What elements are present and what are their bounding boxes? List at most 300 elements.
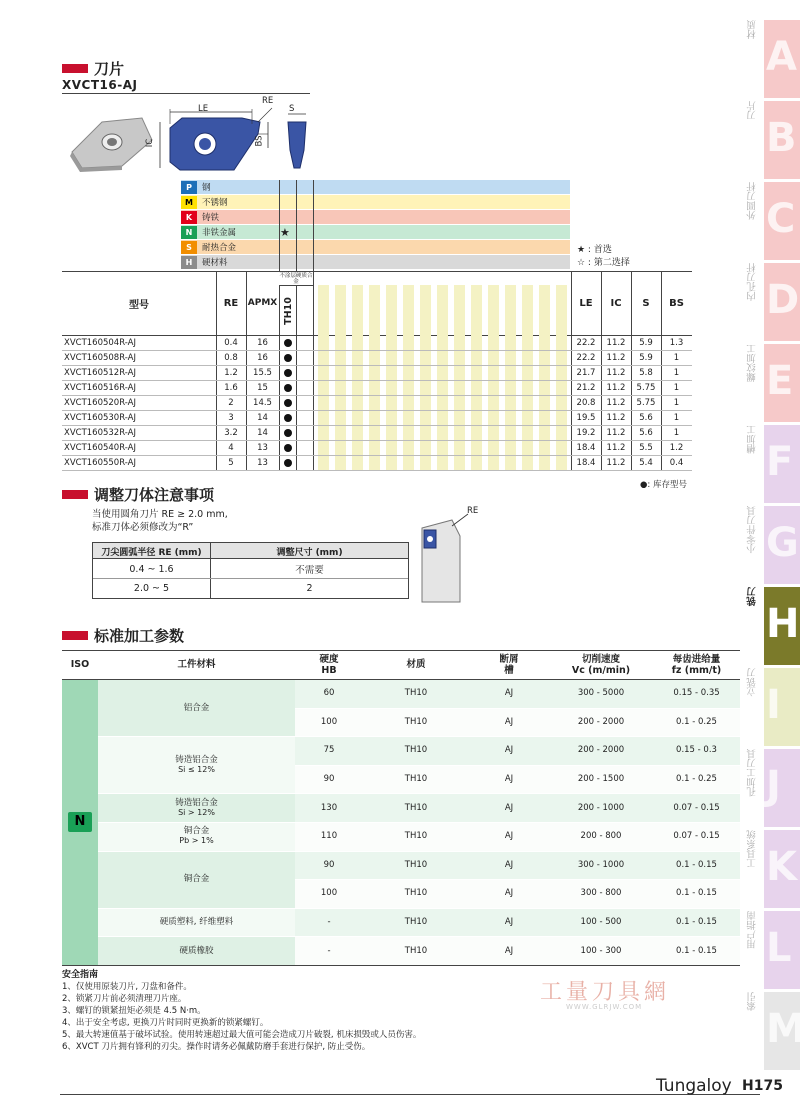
param-fz: 0.1 - 0.25 bbox=[676, 774, 717, 785]
param-fz: 0.15 - 0.3 bbox=[676, 745, 717, 756]
dim-re: RE bbox=[262, 96, 274, 106]
safety-item: 3、螺钉的锁紧扭矩必须是 4.5 N·m。 bbox=[62, 1006, 206, 1016]
section-title-params bbox=[62, 625, 184, 646]
cell-re: 1.6 bbox=[224, 382, 238, 393]
cell-bs: 1 bbox=[673, 397, 680, 408]
header-le: LE bbox=[579, 297, 593, 309]
param-cb: AJ bbox=[504, 917, 514, 928]
adjust-range-1: 0.4 ~ 1.6 bbox=[129, 563, 174, 575]
cell-s: 5.75 bbox=[636, 382, 656, 393]
material-code: S bbox=[181, 241, 197, 254]
stock-dot-cell bbox=[279, 440, 296, 455]
header-s: S bbox=[642, 297, 650, 309]
cell-model: XVCT160508R-AJ bbox=[64, 352, 136, 363]
side-tab-letter: C bbox=[766, 196, 796, 242]
material-row-m bbox=[181, 195, 570, 210]
param-fz: 0.15 - 0.35 bbox=[673, 688, 720, 699]
stock-dot-icon bbox=[284, 399, 292, 407]
empty-grade-column bbox=[403, 285, 414, 470]
side-tab-label: 刀片 bbox=[747, 101, 758, 120]
header-chipbreaker-line: 槽 bbox=[504, 664, 514, 676]
param-vc: 200 - 2000 bbox=[577, 716, 625, 727]
cell-apmx: 16 bbox=[257, 352, 268, 363]
empty-grade-column bbox=[437, 285, 448, 470]
cell-apmx: 15.5 bbox=[253, 367, 272, 378]
cell-model: XVCT160530R-AJ bbox=[64, 412, 136, 423]
material-group-condition: Pb > 1% bbox=[179, 836, 214, 846]
cell-model: XVCT160540R-AJ bbox=[64, 442, 136, 453]
footer-brand: Tungaloy bbox=[656, 1076, 732, 1096]
side-tab-label: 外圆刀杆 bbox=[747, 182, 758, 220]
header-material-line: 工件材料 bbox=[177, 659, 216, 670]
header-chipbreaker bbox=[469, 652, 549, 677]
cell-bs: 1 bbox=[673, 382, 680, 393]
material-group-condition: Si ≤ 12% bbox=[178, 764, 215, 774]
param-grade: TH10 bbox=[404, 745, 428, 756]
param-hb: - bbox=[327, 945, 331, 956]
side-tab-label: 铣刀 bbox=[747, 587, 758, 606]
adjust-table bbox=[92, 542, 409, 599]
material-code: H bbox=[181, 256, 197, 269]
header-hardness-line: HB bbox=[321, 664, 337, 676]
header-grade-line: 材质 bbox=[406, 659, 426, 670]
section-title-adjust bbox=[62, 484, 214, 505]
param-hb: 130 bbox=[320, 802, 338, 813]
safety-item: 5、最大转速值基于破坏试验。使用转速超过最大值可能会造成刀片破裂, 机床损毁或人员伤害。 bbox=[62, 1030, 422, 1040]
side-tab-i[interactable] bbox=[747, 668, 800, 746]
stock-dot-cell bbox=[279, 380, 296, 395]
adjust-header-size: 调整尺寸 (mm) bbox=[276, 547, 343, 558]
side-tab-label: 螺纹加工 bbox=[747, 344, 758, 382]
header-re: RE bbox=[223, 297, 239, 309]
stock-dot-icon bbox=[284, 384, 292, 392]
stock-dot-cell bbox=[279, 410, 296, 425]
param-hb: 100 bbox=[320, 888, 338, 899]
side-tab-letter: I bbox=[766, 682, 781, 728]
material-group-name: 铜合金 bbox=[183, 874, 210, 885]
side-tab-label: 立铣刀 bbox=[747, 668, 758, 697]
params-title: 标准加工参数 bbox=[94, 627, 185, 645]
side-tab-letter: L bbox=[766, 925, 792, 971]
cell-re: 5 bbox=[228, 457, 234, 468]
material-code: M bbox=[181, 196, 197, 209]
cell-ic: 11.2 bbox=[606, 412, 626, 423]
title-bar bbox=[62, 631, 88, 640]
cell-ic: 11.2 bbox=[606, 442, 626, 453]
side-tab-letter: G bbox=[766, 520, 799, 566]
param-grade: TH10 bbox=[404, 917, 428, 928]
side-tab-letter: A bbox=[766, 34, 797, 80]
cell-apmx: 15 bbox=[257, 382, 268, 393]
side-tab-label: 小零件刀具 bbox=[747, 506, 758, 554]
cell-re: 3.2 bbox=[224, 427, 238, 438]
side-tab-label: 工具系统 bbox=[747, 830, 758, 868]
param-vc: 300 - 800 bbox=[580, 888, 622, 899]
side-tab-letter: B bbox=[766, 115, 797, 161]
cell-le: 19.5 bbox=[576, 412, 596, 423]
cell-s: 5.6 bbox=[639, 427, 653, 438]
cell-bs: 1.3 bbox=[669, 337, 684, 348]
header-cutting-speed bbox=[549, 652, 653, 677]
cell-le: 18.4 bbox=[576, 442, 596, 453]
side-tab-label: 用户指南 bbox=[747, 911, 758, 949]
empty-grade-column bbox=[505, 285, 516, 470]
side-tab-c[interactable] bbox=[747, 182, 800, 260]
watermark-brand: 工量刀具網 bbox=[540, 980, 671, 1005]
material-row-h bbox=[181, 255, 570, 270]
material-code: N bbox=[181, 226, 197, 239]
legend-column-line bbox=[296, 180, 297, 271]
section-title-insert bbox=[62, 58, 124, 79]
cell-re: 4 bbox=[228, 442, 234, 453]
header-hardness-line: 硬度 bbox=[319, 653, 339, 665]
stock-dot-icon bbox=[284, 444, 292, 452]
adjust-range-2: 2.0 ~ 5 bbox=[133, 583, 170, 594]
insert-drawing bbox=[62, 100, 322, 180]
stock-dot-cell bbox=[279, 365, 296, 380]
cell-le: 21.7 bbox=[576, 367, 596, 378]
footer-rule bbox=[60, 1094, 760, 1095]
side-tab-f[interactable] bbox=[747, 425, 800, 503]
param-cb: AJ bbox=[504, 831, 514, 842]
side-tab-label: 索引 bbox=[747, 992, 758, 1011]
param-grade: TH10 bbox=[404, 802, 428, 813]
iso-n-badge: N bbox=[68, 812, 92, 832]
param-vc: 300 - 5000 bbox=[577, 688, 625, 699]
param-hb: 90 bbox=[323, 859, 335, 870]
material-group-name: 铸造铝合金 bbox=[175, 797, 218, 808]
params-bottom-line bbox=[62, 965, 740, 966]
param-vc: 200 - 1000 bbox=[577, 802, 625, 813]
material-code: K bbox=[181, 211, 197, 224]
header-ic: IC bbox=[610, 297, 622, 309]
header-apmx: APMX bbox=[247, 298, 278, 308]
param-hb: - bbox=[327, 917, 331, 928]
material-name: 耐热合金 bbox=[202, 243, 237, 253]
side-tab-k[interactable] bbox=[747, 830, 800, 908]
params-top-line bbox=[62, 650, 740, 651]
stock-dot-icon bbox=[284, 459, 292, 467]
safety-item: 6、XVCT 刀片拥有锋利的刃尖。操作时请务必佩戴防磨手套进行保护, 防止受伤。 bbox=[62, 1042, 371, 1052]
param-cb: AJ bbox=[504, 745, 514, 756]
safety-item: 4、出于安全考虑, 更换刀片时同时更换新的锁紧螺钉。 bbox=[62, 1018, 269, 1028]
material-group bbox=[98, 908, 295, 937]
param-vc: 100 - 300 bbox=[580, 945, 622, 956]
header-material bbox=[98, 652, 295, 677]
material-code: P bbox=[181, 181, 197, 194]
empty-grade-column bbox=[556, 285, 567, 470]
param-vc: 200 - 1500 bbox=[577, 774, 625, 785]
material-name: 非铁金属 bbox=[202, 228, 237, 238]
param-hb: 75 bbox=[323, 745, 335, 756]
side-tab-letter: M bbox=[766, 1006, 806, 1052]
stock-dot-icon bbox=[284, 339, 292, 347]
side-tab-letter: K bbox=[766, 844, 797, 890]
cell-re: 0.4 bbox=[224, 337, 238, 348]
header-feed-line: fz (mm/t) bbox=[671, 664, 722, 676]
param-hb: 100 bbox=[320, 716, 338, 727]
material-group bbox=[98, 736, 295, 793]
cell-re: 2 bbox=[228, 397, 234, 408]
param-grade: TH10 bbox=[404, 859, 428, 870]
empty-grade-column bbox=[454, 285, 465, 470]
stock-dot-icon bbox=[284, 414, 292, 422]
header-coating-type: 不涂层硬质合金 bbox=[279, 273, 313, 285]
side-tab-label: 槽加工 bbox=[747, 425, 758, 454]
legend-first-choice: ★ : 首选 bbox=[577, 245, 612, 255]
header-chipbreaker-line: 断屑 bbox=[499, 653, 519, 665]
cell-model: XVCT160504R-AJ bbox=[64, 337, 136, 348]
safety-guide bbox=[62, 969, 421, 1053]
stock-dot-icon bbox=[284, 369, 292, 377]
header-grade bbox=[363, 652, 469, 677]
stock-dot-cell bbox=[279, 350, 296, 365]
cell-ic: 11.2 bbox=[606, 352, 626, 363]
cell-apmx: 13 bbox=[257, 457, 268, 468]
header-cutting-speed-line: 切削速度 bbox=[581, 653, 620, 665]
empty-grade-column bbox=[386, 285, 397, 470]
insert-subtitle: XVCT16-AJ bbox=[62, 78, 310, 94]
empty-grade-column bbox=[352, 285, 363, 470]
material-group-name: 硬质橡胶 bbox=[179, 945, 214, 956]
header-cutting-speed-line: Vc (m/min) bbox=[571, 664, 631, 676]
material-name: 硬材料 bbox=[202, 258, 228, 268]
side-tab-j[interactable] bbox=[747, 749, 800, 827]
stock-dot-cell bbox=[279, 395, 296, 410]
material-group bbox=[98, 851, 295, 908]
empty-grade-column bbox=[539, 285, 550, 470]
empty-grade-column bbox=[522, 285, 533, 470]
cell-bs: 0.4 bbox=[669, 457, 684, 468]
material-group-name: 铸造铝合金 bbox=[175, 754, 218, 765]
cell-le: 18.4 bbox=[576, 457, 596, 468]
param-vc: 100 - 500 bbox=[580, 917, 622, 928]
param-fz: 0.1 - 0.25 bbox=[676, 716, 717, 727]
cutter-re-label: RE bbox=[467, 506, 479, 516]
cell-ic: 11.2 bbox=[606, 382, 626, 393]
param-grade: TH10 bbox=[404, 831, 428, 842]
param-vc: 200 - 800 bbox=[580, 831, 622, 842]
cell-le: 22.2 bbox=[576, 337, 596, 348]
param-cb: AJ bbox=[504, 774, 514, 785]
header-feed-line: 每齿进给量 bbox=[672, 653, 721, 665]
cell-apmx: 14 bbox=[257, 412, 268, 423]
cell-ic: 11.2 bbox=[606, 367, 626, 378]
side-tab-g[interactable] bbox=[747, 506, 800, 584]
dim-s: S bbox=[289, 104, 295, 114]
dim-bs: BS bbox=[254, 135, 265, 147]
cell-bs: 1 bbox=[673, 412, 680, 423]
adjust-size-2: 2 bbox=[306, 583, 313, 594]
param-cb: AJ bbox=[504, 859, 514, 870]
cell-le: 20.8 bbox=[576, 397, 596, 408]
safety-title: 安全指南 bbox=[62, 970, 99, 980]
material-group-name: 硬质塑料, 纤维塑料 bbox=[159, 917, 234, 928]
empty-grade-column bbox=[420, 285, 431, 470]
side-tab-d[interactable] bbox=[747, 263, 800, 341]
cell-bs: 1.2 bbox=[669, 442, 684, 453]
cell-le: 21.2 bbox=[576, 382, 596, 393]
param-hb: 110 bbox=[320, 831, 338, 842]
param-fz: 0.1 - 0.15 bbox=[676, 917, 717, 928]
empty-grade-column bbox=[488, 285, 499, 470]
cell-ic: 11.2 bbox=[606, 427, 626, 438]
material-row-p bbox=[181, 180, 570, 195]
adjust-title: 调整刀体注意事项 bbox=[94, 486, 215, 504]
header-iso bbox=[62, 652, 98, 677]
material-group-name: 铝合金 bbox=[183, 702, 210, 713]
param-fz: 0.07 - 0.15 bbox=[673, 831, 720, 842]
safety-item: 1、仅使用原装刀片, 刀盘和备件。 bbox=[62, 982, 192, 992]
dim-ic: IC bbox=[145, 138, 156, 148]
stock-dot-cell bbox=[279, 425, 296, 440]
material-name: 钢 bbox=[202, 183, 211, 193]
insert-side-view bbox=[288, 114, 306, 168]
title-bar bbox=[62, 490, 88, 499]
side-tab-label: 内孔刀杆 bbox=[747, 263, 758, 301]
legend-stock: ●: 库存型号 bbox=[640, 480, 687, 490]
cell-re: 1.2 bbox=[224, 367, 238, 378]
side-tab-label: 孔加工刀具 bbox=[747, 749, 758, 797]
side-tab-letter: H bbox=[766, 601, 800, 647]
param-grade: TH10 bbox=[404, 774, 428, 785]
side-tab-letter: E bbox=[766, 358, 794, 404]
cutter-body-drawing bbox=[412, 506, 492, 606]
param-cb: AJ bbox=[504, 688, 514, 699]
dim-le: LE bbox=[198, 104, 209, 114]
cell-model: XVCT160512R-AJ bbox=[64, 367, 136, 378]
param-hb: 60 bbox=[323, 688, 335, 699]
header-iso-line: ISO bbox=[70, 659, 90, 670]
cell-ic: 11.2 bbox=[606, 397, 626, 408]
material-row-n bbox=[181, 225, 570, 240]
star-mark: ★ bbox=[280, 226, 290, 239]
material-row-k bbox=[181, 210, 570, 225]
side-tab-e[interactable] bbox=[747, 344, 800, 422]
param-cb: AJ bbox=[504, 945, 514, 956]
footer-page-number: H175 bbox=[742, 1078, 783, 1094]
cell-model: XVCT160550R-AJ bbox=[64, 457, 136, 468]
param-hb: 90 bbox=[323, 774, 335, 785]
insert-title: 刀片 bbox=[94, 60, 125, 78]
side-tab-letter: J bbox=[766, 763, 781, 809]
legend-column-line bbox=[313, 180, 314, 271]
title-bar bbox=[62, 64, 88, 73]
param-vc: 300 - 1000 bbox=[577, 859, 625, 870]
cell-re: 0.8 bbox=[224, 352, 238, 363]
adjust-note-1: 当使用圆角刀片 RE ≥ 2.0 mm, bbox=[92, 509, 228, 520]
cell-model: XVCT160532R-AJ bbox=[64, 427, 136, 438]
cell-apmx: 13 bbox=[257, 442, 268, 453]
cell-s: 5.4 bbox=[639, 457, 653, 468]
stock-dot-cell bbox=[279, 335, 296, 350]
cell-le: 19.2 bbox=[576, 427, 596, 438]
param-fz: 0.1 - 0.15 bbox=[676, 945, 717, 956]
param-fz: 0.1 - 0.15 bbox=[676, 888, 717, 899]
material-group bbox=[98, 679, 295, 736]
header-hardness bbox=[295, 652, 363, 677]
coat-line bbox=[279, 285, 313, 286]
header-model: 型号 bbox=[129, 299, 149, 311]
cell-s: 5.9 bbox=[639, 337, 653, 348]
param-grade: TH10 bbox=[404, 716, 428, 727]
header-bs: BS bbox=[669, 297, 684, 309]
cell-bs: 1 bbox=[673, 427, 680, 438]
cell-ic: 11.2 bbox=[606, 337, 626, 348]
cell-s: 5.8 bbox=[639, 367, 653, 378]
cell-s: 5.75 bbox=[636, 397, 656, 408]
material-group bbox=[98, 793, 295, 822]
material-name: 不锈钢 bbox=[202, 198, 228, 208]
side-tab-b[interactable] bbox=[747, 101, 800, 179]
watermark-url: WWW.GLRJW.COM bbox=[566, 1003, 643, 1011]
material-group-name: 铜合金 bbox=[183, 826, 210, 837]
param-fz: 0.07 - 0.15 bbox=[673, 802, 720, 813]
stock-dot-cell bbox=[279, 455, 296, 470]
safety-item: 2、锁紧刀片前必须清理刀片座。 bbox=[62, 994, 187, 1004]
cell-apmx: 14.5 bbox=[253, 397, 272, 408]
param-grade: TH10 bbox=[404, 688, 428, 699]
header-feed bbox=[653, 652, 740, 677]
param-cb: AJ bbox=[504, 802, 514, 813]
side-tab-a[interactable] bbox=[747, 20, 800, 98]
side-tab-letter: D bbox=[766, 277, 800, 323]
insert-photo bbox=[70, 118, 152, 172]
material-row-s bbox=[181, 240, 570, 255]
cell-re: 3 bbox=[228, 412, 234, 423]
cell-bs: 1 bbox=[673, 367, 680, 378]
cell-s: 5.5 bbox=[639, 442, 653, 453]
side-tab-l[interactable] bbox=[747, 911, 800, 989]
cell-apmx: 14 bbox=[257, 427, 268, 438]
side-tab-label: 材质 bbox=[747, 20, 758, 39]
material-name: 铸铁 bbox=[202, 213, 220, 223]
stock-dot-icon bbox=[284, 354, 292, 362]
cell-le: 22.2 bbox=[576, 352, 596, 363]
cell-s: 5.9 bbox=[639, 352, 653, 363]
param-vc: 200 - 2000 bbox=[577, 745, 625, 756]
param-grade: TH10 bbox=[404, 888, 428, 899]
side-tab-letter: F bbox=[766, 439, 794, 485]
cell-s: 5.6 bbox=[639, 412, 653, 423]
side-tab-m[interactable] bbox=[747, 992, 806, 1070]
header-grade-th10: TH10 bbox=[282, 297, 294, 325]
empty-grade-column bbox=[318, 285, 329, 470]
material-group-condition: Si > 12% bbox=[178, 807, 215, 817]
adjust-note-2: 标准刀体必须修改为“R” bbox=[92, 522, 194, 533]
cell-apmx: 16 bbox=[257, 337, 268, 348]
legend-second-choice: ☆ : 第二选择 bbox=[577, 258, 630, 268]
side-tab-h[interactable] bbox=[747, 587, 800, 665]
material-group bbox=[98, 936, 295, 965]
material-group bbox=[98, 822, 295, 851]
param-cb: AJ bbox=[504, 716, 514, 727]
param-cb: AJ bbox=[504, 888, 514, 899]
stock-dot-icon bbox=[284, 429, 292, 437]
adjust-size-1: 不需要 bbox=[295, 565, 324, 576]
row-line bbox=[62, 470, 692, 471]
cell-ic: 11.2 bbox=[606, 457, 626, 468]
adjust-header-range: 刀尖圆弧半径 RE (mm) bbox=[101, 547, 202, 558]
cell-model: XVCT160516R-AJ bbox=[64, 382, 136, 393]
param-fz: 0.1 - 0.15 bbox=[676, 859, 717, 870]
empty-grade-column bbox=[369, 285, 380, 470]
param-grade: TH10 bbox=[404, 945, 428, 956]
empty-grade-column bbox=[335, 285, 346, 470]
cell-model: XVCT160520R-AJ bbox=[64, 397, 136, 408]
empty-grade-column bbox=[471, 285, 482, 470]
cell-bs: 1 bbox=[673, 352, 680, 363]
